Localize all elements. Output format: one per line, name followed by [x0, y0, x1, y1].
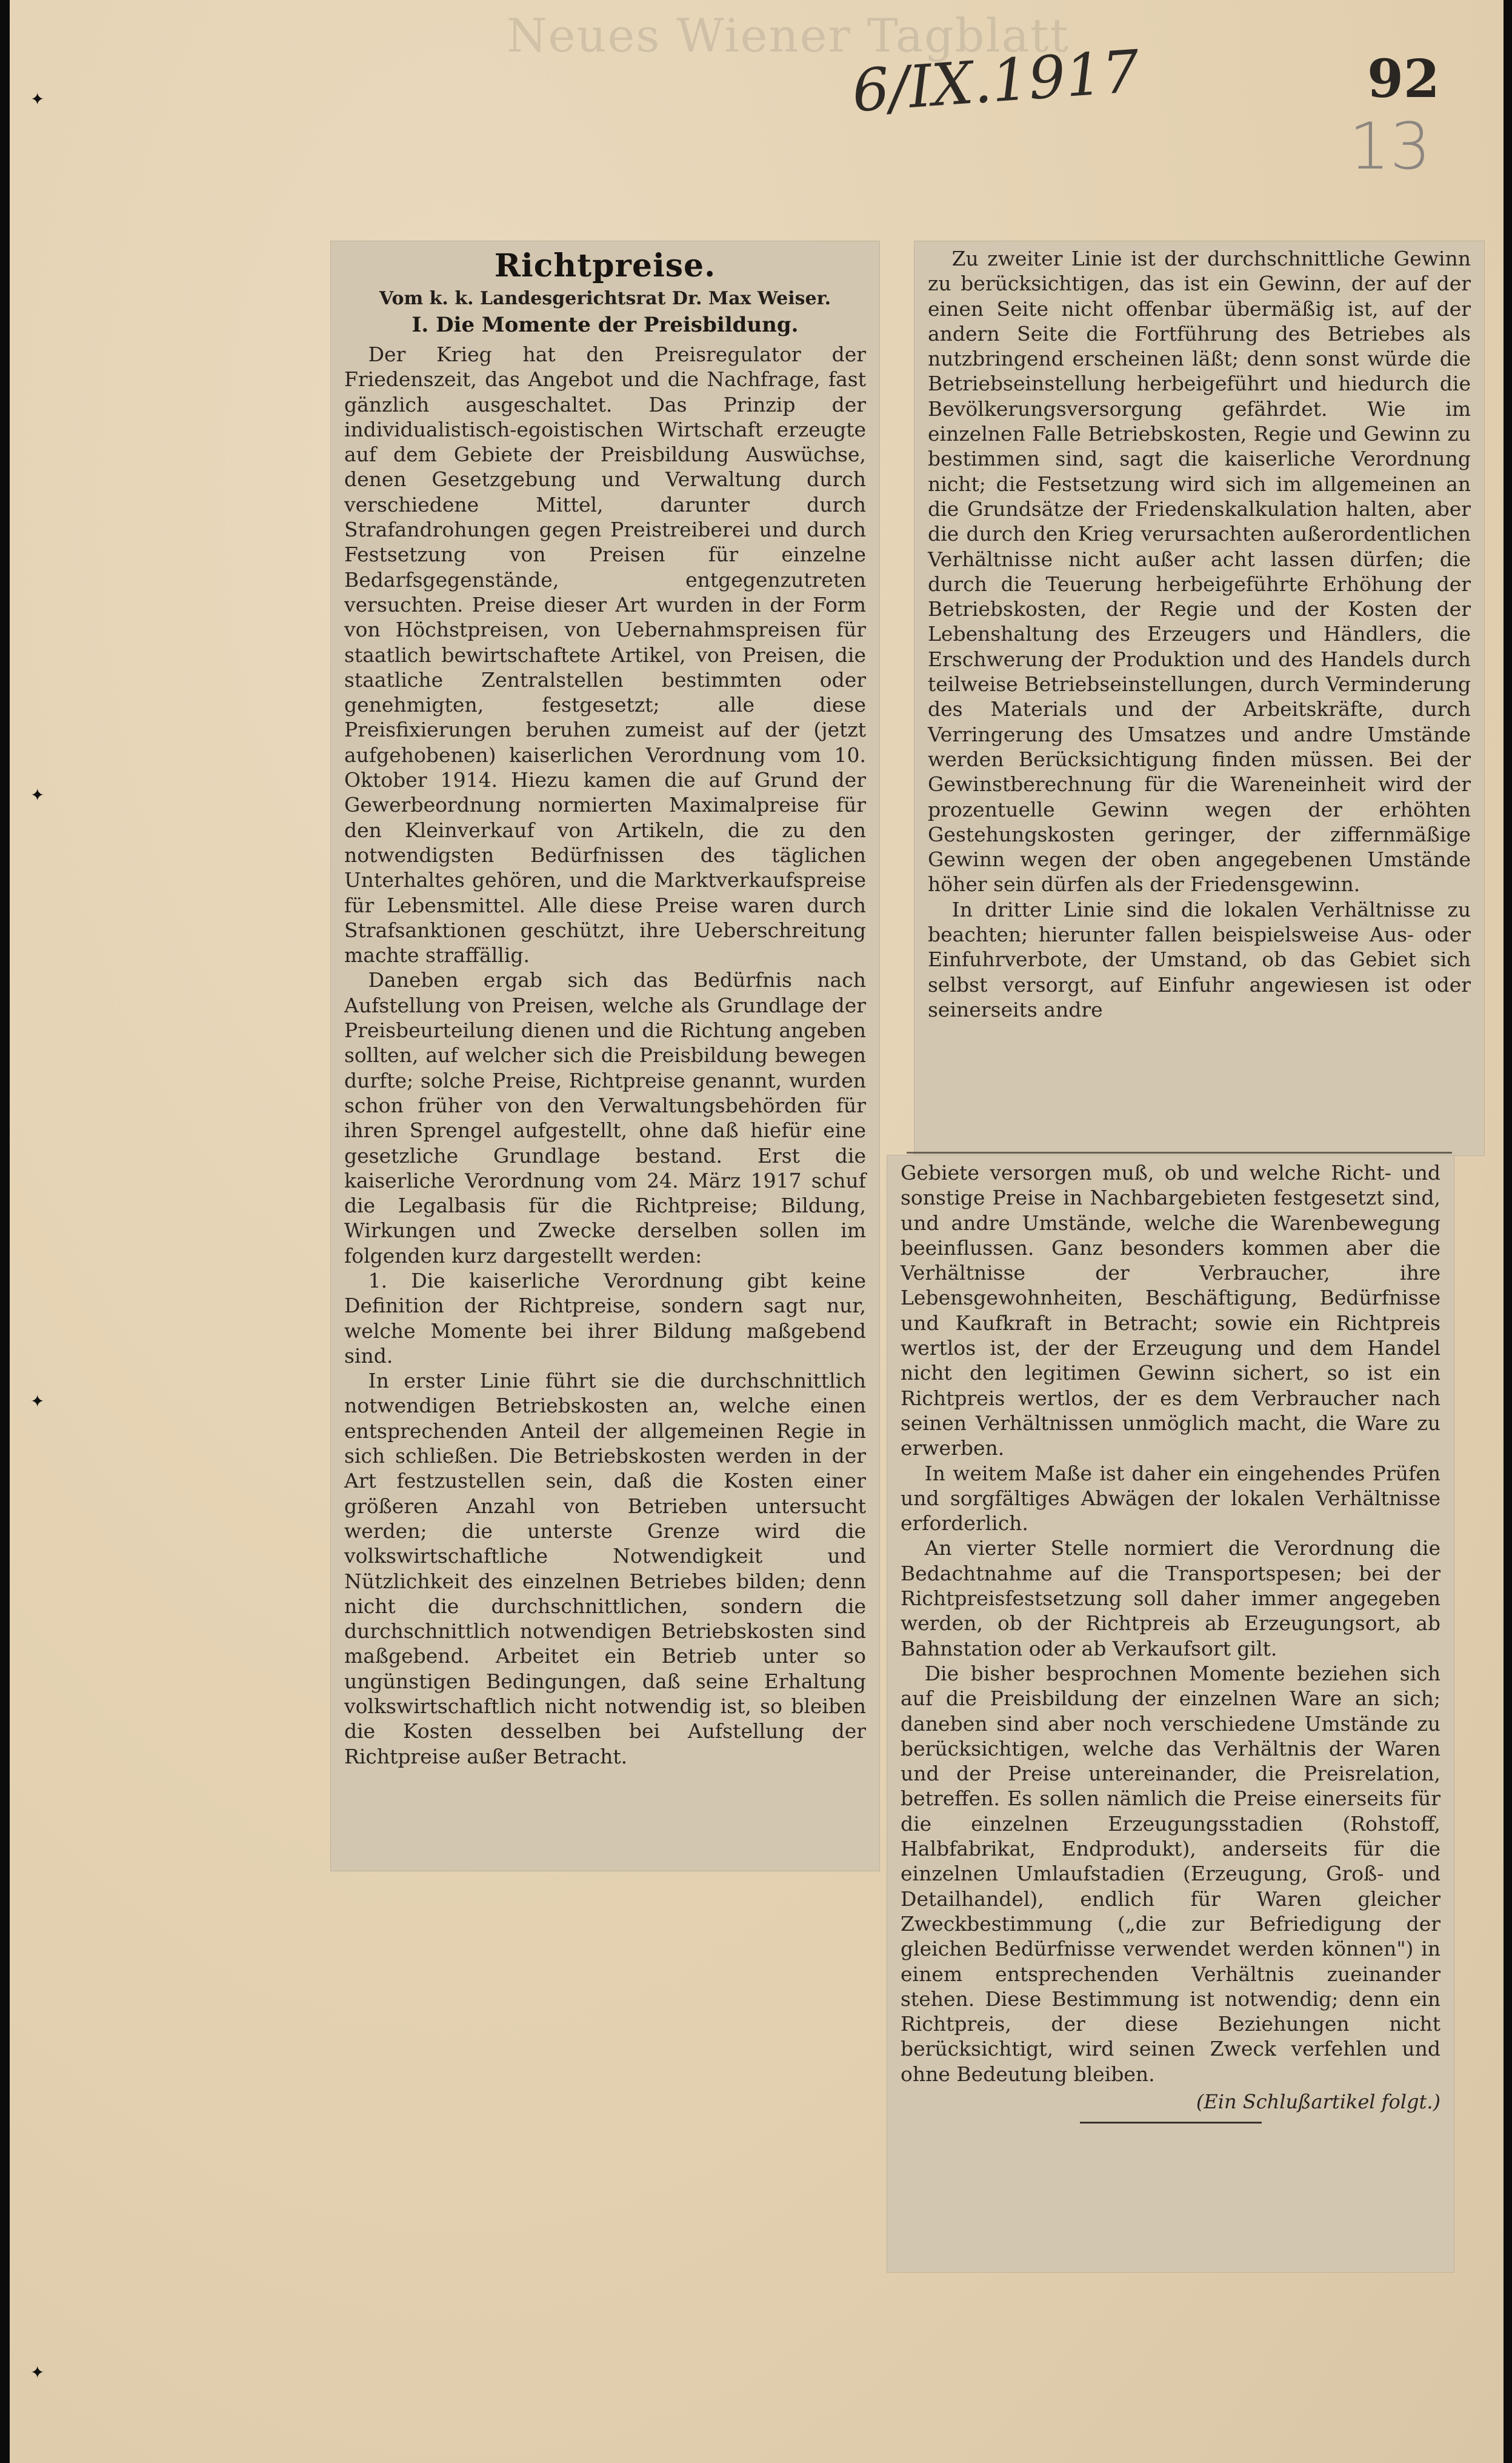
paragraph: Der Krieg hat den Preisregulator der Friedenszeit, das Angebot und die Nachfrage, fast gänzlich ausgeschaltet. Das Prinzip der individualistisch-egoistischen Wirtschaft erzeugte auf dem Gebiete der Preisbildung Auswüchse, denen Gesetzgebung und Verwaltung durch verschiedene Mittel, darunter durch Strafandrohungen gegen Preistreiberei und durch Festsetzung von Preisen für einzelne Bedarfsgegenstände, entgegenzutreten versuchten. Preise dieser Art wurden in der Form von Höchstpreisen, von Uebernahmspreisen für staatlich bewirtschaftete Artikel, von Preisen, die staatliche Zentralstellen bestimmten oder genehmigten, festgesetzt; alle diese Preisfixierungen beruhen zumeist auf der (jetzt aufgehobenen) kaiserlichen Verordnung vom 10. Oktober 1914. Hiezu kamen die auf Grund der Gewerbeordnung normierten Maximalpreise für den Kleinverkauf von Artikeln, die zu den notwendigsten Bedürfnissen des täglichen Unterhaltes gehören, und die Marktverkaufspreise für Lebensmittel. Alle diese Preise waren durch Strafsanktionen geschützt, ihre Ueberschreitung machte straffällig.	[344, 343, 866, 967]
paragraph: 1. Die kaiserliche Verordnung gibt keine Definition der Richtpreise, sondern sagt nur, welche Momente bei ihrer Bildung maßgebend sind.	[344, 1268, 866, 1368]
pencil-annotation: 13	[1349, 109, 1431, 184]
article-title: Richtpreise.	[494, 247, 716, 284]
clipping-column-1	[331, 241, 879, 1871]
handwritten-date: 6/IX.1917	[850, 37, 1142, 125]
paragraph: Zu zweiter Linie ist der durchschnittliche Gewinn zu berücksichtigen, das ist ein Gewinn, der auf der einen Seite nicht offenbar übermäßig ist, auf der andern Seite die Fortführung des Betriebes als nutzbringend erscheinen läßt; denn sonst würde die Betriebseinstellung herbeigeführt und hiedurch die Bevölkerungsversorgung gefährdet. Wie im einzelnen Falle Betriebskosten, Regie und Gewinn zu bestimmen sind, sagt die kaiserliche Verordnung nicht; die Festsetzung wird sich im allgemeinen an die Grundsätze der Friedenskalkulation halten, aber die durch den Krieg verursachten außerordentlichen Verhältnisse nicht außer acht lassen dürfen; die durch die Teuerung herbeigeführte Erhöhung der Betriebskosten, der Regie und der Kosten der Lebenshaltung des Erzeugers und Händlers, die Erschwerung der Produktion und des Handels durch teilweise Betriebseinstellungen, durch Verminderung des Materials und der Arbeitskräfte, durch Verringerung des Umsatzes und andre Umstände werden Berücksichtigung finden müssen. Bei der Gewinstberechnung für die Wareneinheit wird der prozentuelle Gewinn wegen der erhöhten Gestehungskosten geringer, der ziffernmäßige Gewinn wegen der oben angegebenen Umstände höher sein dürfen als der Friedensgewinn.	[928, 247, 1471, 897]
archive-sheet	[10, 0, 1504, 2463]
punch-hole-mark: ✦	[30, 1391, 45, 1411]
paragraph: In erster Linie führt sie die durchschnittlich notwendigen Betriebskosten an, welche einen entsprechenden Anteil der allgemeinen Regie in sich schließen. Die Betriebskosten werden in der Art festzustellen sein, daß die Kosten einer größeren Anzahl von Betrieben untersucht werden; die unterste Grenze wird die volkswirtschaftliche Notwendigkeit und Nützlichkeit des einzelnen Betriebes bilden; denn nicht die durchschnittlichen, sondern die durchschnittlich notwendigen Betriebskosten sind maßgebend. Arbeitet ein Betrieb unter so ungünstigen Bedingungen, daß seine Erhaltung volkswirtschaftlich nicht notwendig ist, so bleiben die Kosten desselben bei Aufstellung der Richtpreise außer Betracht.	[344, 1369, 866, 1768]
punch-hole-mark: ✦	[30, 785, 45, 805]
clipping-column-2	[914, 241, 1484, 1155]
paragraph: In dritter Linie sind die lokalen Verhältnisse zu beachten; hierunter fallen beispielsweise Aus- oder Einfuhrverbote, der Umstand, ob das Gebiet sich selbst versorgt, auf Einfuhr angewiesen ist oder seinerseits andre	[928, 897, 1471, 1021]
newspaper-masthead: Neues Wiener Tagblatt	[507, 8, 1070, 62]
paragraph: In weitem Maße ist daher ein eingehendes Prüfen und sorgfältiges Abwägen der lokalen Verhältnisse erforderlich.	[901, 1461, 1440, 1536]
closing-note: (Ein Schlußartikel folgt.)	[1196, 2090, 1440, 2113]
page-number: 92	[1367, 48, 1440, 110]
paragraph: Daneben ergab sich das Bedürfnis nach Aufstellung von Preisen, welche als Grundlage der Preisbeurteilung dienen und die Richtung angeben sollten, auf welcher sich die Preisbildung bewegen durfte; solche Preise, Richtpreise genannt, wurden schon früher von den Verwaltungsbehörden für ihren Sprengel aufgestellt, ohne daß hiefür eine gesetzliche Grundlage bestand. Erst die kaiserliche Verordnung vom 24. März 1917 schuf die Legalbasis für die Richtpreise; Bildung, Wirkungen und Zwecke derselben sollen im folgenden kurz dargestellt werden:	[344, 968, 866, 1268]
end-rule	[1080, 2122, 1262, 2124]
column-text	[344, 342, 866, 1769]
column-text	[901, 1160, 1440, 2087]
article-byline: Vom k. k. Landesgerichtsrat Dr. Max Weiser.	[379, 288, 831, 309]
paragraph: An vierter Stelle normiert die Verordnung die Bedachtnahme auf die Transportspesen; bei der Richtpreisfestsetzung soll daher immer angegeben werden, ob der Richtpreis ab Erzeugungsort, ab Bahnstation oder ab Verkaufsort gilt.	[901, 1536, 1440, 1660]
clipping-cut-line	[907, 1152, 1452, 1154]
section-heading: I. Die Momente der Preisbildung.	[411, 313, 799, 337]
punch-hole-mark: ✦	[30, 89, 45, 109]
paragraph: Die bisher besprochnen Momente beziehen sich auf die Preisbildung der einzelnen Ware an sich; daneben sind aber noch verschiedene Umstände zu berücksichtigen, welche das Verhältnis der Waren und der Preise untereinander, die Preisrelation, betreffen. Es sollen nämlich die Preise einerseits für die einzelnen Erzeugungsstadien (Rohstoff, Halbfabrikat, Endprodukt), anderseits für die einzelnen Umlaufstadien (Erzeugung, Groß- und Detailhandel), endlich für Waren gleicher Zweckbestimmung („die zur Befriedigung der gleichen Bedürfnisse verwendet werden können") in einem entsprechenden Verhältnis zueinander stehen. Diese Bestimmung ist notwendig; denn ein Richtpreis, der diese Beziehungen nicht berücksichtigt, wird seinen Zweck verfehlen und ohne Bedeutung bleiben.	[901, 1661, 1440, 2086]
clipping-column-3	[887, 1155, 1454, 2272]
paragraph: Gebiete versorgen muß, ob und welche Richt- und sonstige Preise in Nachbargebieten festgesetzt sind, und andre Umstände, welche die Warenbewegung beeinflussen. Ganz besonders kommen aber die Verhältnisse der Verbraucher, ihre Lebensgewohnheiten, Beschäftigung, Bedürfnisse und Kaufkraft in Betracht; sowie ein Richtpreis wertlos ist, der der Erzeugung und dem Handel nicht den legitimen Gewinn sichert, so ist ein Richtpreis wertlos, der es dem Verbraucher nach seinen Verhältnissen unmöglich macht, die Ware zu erwerben.	[901, 1161, 1440, 1460]
column-text	[928, 246, 1471, 1022]
punch-hole-mark: ✦	[30, 2362, 45, 2382]
